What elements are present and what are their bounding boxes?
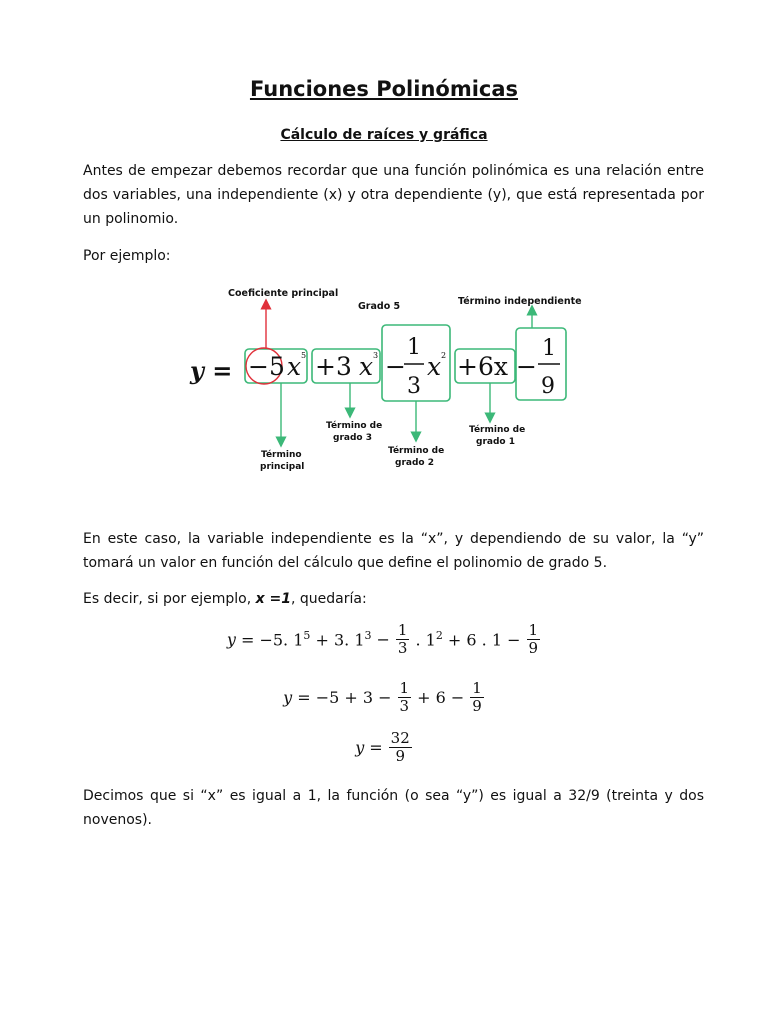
term5-den: 9 — [541, 374, 555, 399]
eq2-fraction-1 — [398, 680, 412, 715]
eq1-frac2-den: 9 — [528, 639, 539, 657]
term1-coef: −5 — [248, 352, 285, 381]
term3-sign: − — [385, 352, 406, 381]
eq1-exp-b: 3 — [364, 629, 372, 643]
explanation-paragraph: En este caso, la variable independiente es la “x”, y dependiendo de su valor, la “y” tomará un valor en función del cálculo que define el polinomio de grado 5. — [83, 531, 704, 571]
eq2-part-b: + 6 − — [417, 688, 465, 707]
term3-exp: 2 — [441, 351, 447, 360]
eq3-den: 9 — [395, 747, 405, 765]
label-grado1-line1: Término de — [469, 425, 526, 435]
eq1-fraction-2 — [527, 622, 541, 657]
conclusion-paragraph: Decimos que si “x” es igual a 1, la función (o sea “y”) es igual a 32/9 (treinta y dos novenos). — [83, 788, 704, 828]
term1-var: x — [287, 352, 302, 381]
eq2-y: y — [283, 688, 293, 707]
eq2-frac1-num: 1 — [399, 679, 410, 697]
eq1-fraction-1 — [396, 622, 410, 657]
eq2-frac2-den: 9 — [472, 697, 482, 715]
term2-var: x — [359, 352, 374, 381]
term2-exp: 3 — [373, 351, 379, 360]
eq1-frac1-den: 3 — [397, 639, 408, 657]
example-x-paragraph — [83, 587, 704, 611]
example-x-value: x =1 — [255, 591, 292, 607]
eq1-frac2-num: 1 — [528, 621, 539, 639]
term3-var: x — [427, 352, 442, 381]
label-principal-line2: principal — [260, 462, 305, 472]
label-grado-5: Grado 5 — [358, 301, 401, 312]
eq1-exp-a: 5 — [303, 629, 311, 643]
polynomial-diagram — [170, 282, 590, 477]
eq2-frac1-den: 3 — [399, 697, 410, 715]
eq3-y: y — [355, 738, 365, 757]
term5-sign: − — [516, 352, 537, 381]
eq2-frac2-num: 1 — [472, 679, 482, 697]
eq3-equals: = — [369, 738, 383, 757]
equation-2 — [0, 680, 768, 715]
example-label: Por ejemplo: — [83, 248, 171, 264]
equation-1 — [0, 622, 768, 657]
eq1-part-d: + 6 . 1 − — [442, 630, 521, 650]
page-title: Funciones Polinómicas — [249, 77, 519, 101]
label-termino-independiente: Término independiente — [458, 296, 582, 307]
label-principal-line1: Término — [261, 450, 302, 460]
label-coeficiente-principal: Coeficiente principal — [228, 288, 339, 299]
eq1-frac1-num: 1 — [397, 621, 408, 639]
eq1-part-c: . 1 — [415, 630, 436, 650]
example-x-text-before: Es decir, si por ejemplo, — [83, 591, 256, 607]
label-grado3-line1: Término de — [326, 421, 383, 431]
eq1-minus: − — [376, 630, 390, 649]
term5-num: 1 — [542, 336, 556, 361]
label-grado2-line2: grado 2 — [395, 458, 434, 468]
label-grado3-line2: grado 3 — [333, 433, 372, 443]
eq3-num: 32 — [390, 729, 410, 747]
term3-num: 1 — [407, 335, 421, 360]
diagram-lhs: y = — [190, 356, 233, 385]
page-subtitle: Cálculo de raíces y gráfica — [280, 127, 488, 143]
term4: +6x — [457, 352, 508, 381]
label-grado1-line2: grado 1 — [476, 437, 515, 447]
label-grado2-line1: Término de — [388, 446, 445, 456]
eq3-fraction — [389, 730, 412, 765]
term3-den: 3 — [407, 374, 421, 399]
eq2-part-a: = −5 + 3 − — [297, 688, 392, 707]
term1-exp: 5 — [301, 351, 307, 360]
equation-3 — [0, 730, 768, 765]
eq1-exp-c: 2 — [435, 629, 443, 643]
eq1-y: y — [226, 630, 236, 649]
example-x-text-after: , quedaría: — [291, 591, 367, 607]
eq1-part-b: + 3. 1 — [310, 630, 365, 650]
term2-coef: +3 — [315, 352, 352, 381]
eq2-fraction-2 — [470, 680, 484, 715]
intro-paragraph: Antes de empezar debemos recordar que una función polinómica es una relación entre dos variables, una independiente (x) y otra dependiente (y), que está representada por un polinomio. — [83, 163, 704, 227]
eq1-part-a: = −5. 1 — [240, 630, 304, 650]
